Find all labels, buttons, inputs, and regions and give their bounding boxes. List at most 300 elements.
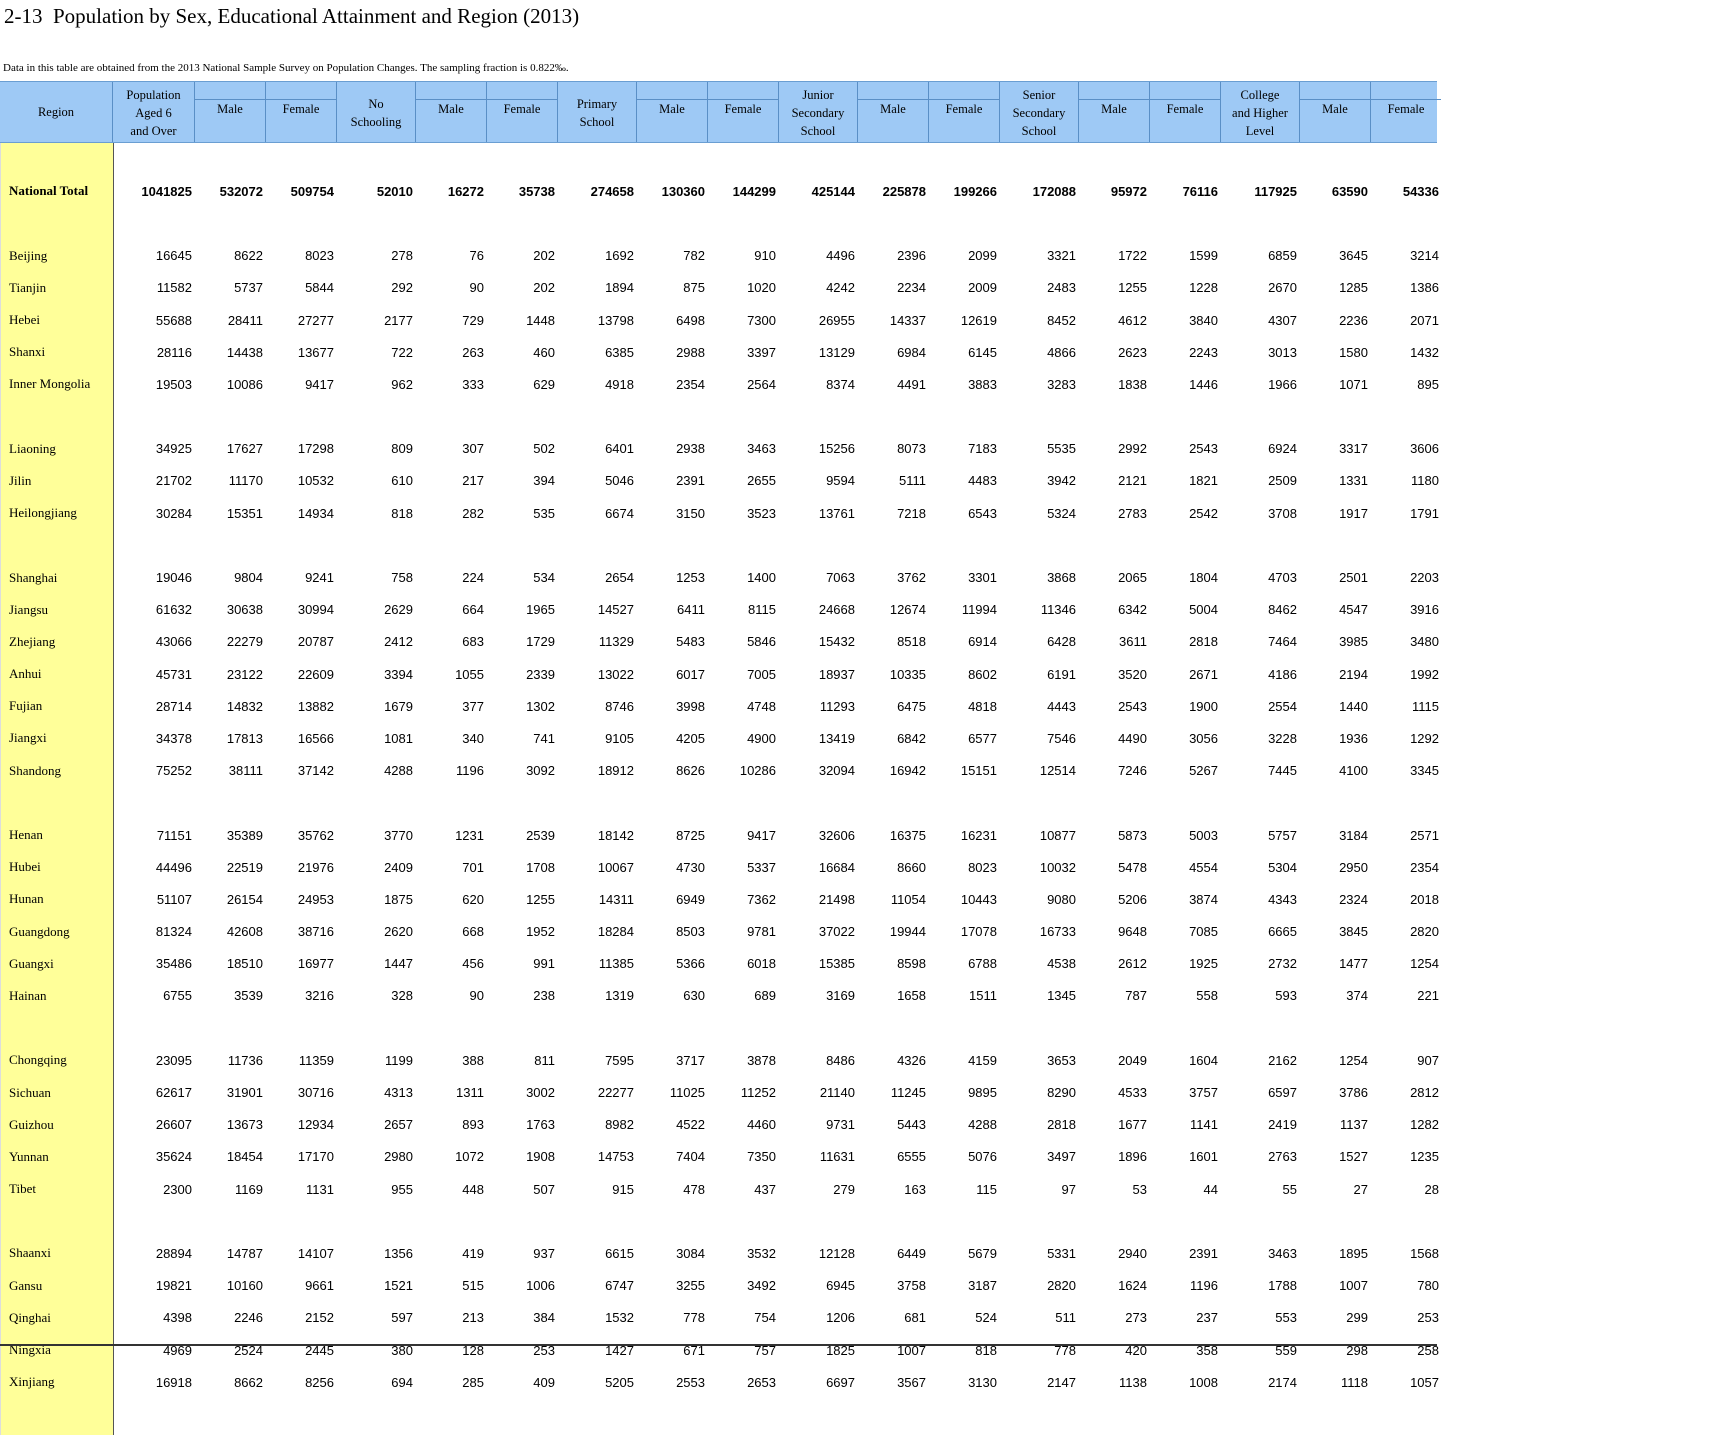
table-cell: 18510	[226, 956, 263, 972]
table-cell: 689	[754, 988, 776, 1004]
table-cell: 328	[391, 988, 413, 1004]
table-cell: 1007	[897, 1342, 926, 1358]
table-row	[1, 1076, 1437, 1108]
table-cell: 7350	[747, 1149, 776, 1165]
table-cell: 1055	[455, 666, 484, 682]
table-cell: 3317	[1339, 441, 1368, 457]
table-cell: 2564	[747, 376, 776, 392]
table-cell: 1432	[1410, 344, 1439, 360]
table-cell: 668	[462, 924, 484, 940]
table-cell: 4460	[747, 1117, 776, 1133]
table-cell: 34378	[155, 730, 192, 746]
region-name: Tibet	[9, 1181, 36, 1197]
table-row	[1, 1237, 1437, 1269]
table-cell: 4205	[676, 730, 705, 746]
table-cell: 1302	[526, 698, 555, 714]
table-cell: 502	[533, 441, 555, 457]
table-cell: 13761	[818, 505, 855, 521]
table-cell: 11631	[819, 1149, 855, 1165]
table-cell: 2147	[1047, 1374, 1076, 1390]
table-cell: 13673	[226, 1117, 263, 1133]
table-cell: 199266	[953, 183, 997, 199]
table-cell: 1838	[1118, 376, 1147, 392]
table-cell: 3228	[1268, 730, 1297, 746]
region-name: Guangxi	[9, 955, 54, 971]
table-cell: 55688	[155, 312, 192, 328]
table-cell: 2670	[1268, 280, 1297, 296]
table-cell: 221	[1417, 988, 1439, 1004]
table-cell: 7063	[826, 570, 855, 586]
table-cell: 22279	[226, 634, 263, 650]
table-cell: 28116	[156, 344, 192, 360]
table-cell: 2243	[1189, 344, 1218, 360]
table-cell: 8660	[897, 859, 926, 875]
table-cell: 19944	[889, 924, 926, 940]
table-cell: 55	[1282, 1181, 1297, 1197]
table-cell: 5046	[605, 473, 634, 489]
table-cell: 8503	[676, 924, 705, 940]
table-cell: 1936	[1339, 730, 1368, 746]
region-name: Qinghai	[9, 1309, 51, 1325]
table-cell: 8626	[676, 763, 705, 779]
table-cell: 2445	[305, 1342, 334, 1358]
table-cell: 478	[683, 1181, 705, 1197]
table-cell: 17298	[297, 441, 334, 457]
region-name: Fujian	[9, 698, 43, 714]
table-cell: 3606	[1410, 441, 1439, 457]
table-cell: 14337	[889, 312, 926, 328]
table-cell: 5679	[968, 1245, 997, 1261]
table-row	[1, 240, 1437, 272]
table-cell: 3255	[676, 1278, 705, 1294]
table-cell: 3532	[747, 1245, 776, 1261]
table-cell: 3883	[968, 376, 997, 392]
table-cell: 16645	[155, 248, 192, 264]
table-cell: 27277	[297, 312, 334, 328]
table-cell: 71151	[156, 827, 192, 843]
table-cell: 8662	[234, 1374, 263, 1390]
table-cell: 1908	[526, 1149, 555, 1165]
table-cell: 63590	[1331, 183, 1368, 199]
table-cell: 2653	[747, 1374, 776, 1390]
table-cell: 3868	[1047, 570, 1076, 586]
table-cell: 202	[533, 248, 555, 264]
header-group-line3: School	[1021, 123, 1057, 138]
table-cell: 8115	[748, 602, 776, 618]
table-cell: 3184	[1339, 827, 1368, 843]
table-cell: 9804	[234, 570, 263, 586]
table-cell: 2236	[1339, 312, 1368, 328]
table-cell: 6697	[826, 1374, 855, 1390]
header-female: Female	[265, 82, 336, 142]
table-cell: 34925	[155, 441, 192, 457]
table-cell: 1255	[1118, 280, 1147, 296]
table-cell: 117925	[1254, 183, 1297, 199]
table-cell: 6577	[968, 730, 997, 746]
table-cell: 3762	[897, 570, 926, 586]
table-cell: 28894	[155, 1245, 192, 1261]
table-cell: 1894	[605, 280, 634, 296]
table-cell: 225878	[882, 183, 926, 199]
header-group-line1: Population	[126, 87, 181, 102]
table-cell: 3002	[526, 1085, 555, 1101]
region-name: Anhui	[9, 666, 42, 682]
table-cell: 11170	[228, 473, 263, 489]
table-cell: 2620	[384, 924, 413, 940]
table-cell: 30994	[297, 602, 334, 618]
table-cell: 22277	[597, 1085, 634, 1101]
table-row	[1, 465, 1437, 497]
table-cell: 282	[462, 505, 484, 521]
table-cell: 1292	[1410, 730, 1439, 746]
table-cell: 8598	[897, 956, 926, 972]
table-cell: 1311	[456, 1085, 484, 1101]
table-bottom-rule	[0, 1344, 1437, 1346]
table-cell: 16684	[818, 859, 855, 875]
table-row	[1, 336, 1437, 368]
table-cell: 14832	[226, 698, 263, 714]
table-cell: 1729	[526, 634, 555, 650]
table-cell: 9895	[968, 1085, 997, 1101]
table-row	[1, 561, 1437, 593]
table-cell: 2543	[1189, 441, 1218, 457]
table-cell: 6555	[897, 1149, 926, 1165]
table-cell: 818	[975, 1342, 997, 1358]
table-cell: 7546	[1047, 730, 1076, 746]
table-cell: 1041825	[141, 183, 192, 199]
header-group-line3: Level	[1245, 123, 1275, 138]
table-cell: 2099	[968, 248, 997, 264]
region-name: Hunan	[9, 891, 44, 907]
table-cell: 4554	[1189, 859, 1218, 875]
table-cell: 6984	[897, 344, 926, 360]
table-cell: 11252	[740, 1085, 776, 1101]
table-cell: 3840	[1189, 312, 1218, 328]
table-cell: 1072	[455, 1149, 484, 1165]
table-cell: 7445	[1268, 763, 1297, 779]
table-row	[1, 948, 1437, 980]
region-name: Yunnan	[9, 1148, 49, 1164]
table-cell: 456	[462, 956, 484, 972]
region-name: Hubei	[9, 859, 41, 875]
table-cell: 2049	[1118, 1052, 1147, 1068]
table-cell: 460	[533, 344, 555, 360]
table-cell: 3523	[747, 505, 776, 521]
table-cell: 14311	[598, 891, 634, 907]
table-row	[1, 1173, 1437, 1205]
table-cell: 15351	[226, 505, 263, 521]
table-cell: 4918	[605, 376, 634, 392]
table-cell: 3214	[1410, 248, 1439, 264]
table-cell: 3150	[676, 505, 705, 521]
table-cell: 1527	[1339, 1149, 1368, 1165]
header-group-2	[557, 82, 636, 142]
table-cell: 16272	[447, 183, 484, 199]
table-row	[1, 304, 1437, 336]
table-cell: 4100	[1339, 763, 1368, 779]
table-cell: 5004	[1189, 602, 1218, 618]
region-name: Zhejiang	[9, 633, 56, 649]
table-cell: 4288	[384, 763, 413, 779]
table-cell: 388	[462, 1052, 484, 1068]
table-cell: 2177	[384, 312, 413, 328]
table-cell: 5331	[1047, 1245, 1076, 1261]
table-cell: 7464	[1268, 634, 1297, 650]
table-cell: 237	[1196, 1310, 1218, 1326]
table-cell: 15385	[818, 956, 855, 972]
table-cell: 16942	[889, 763, 926, 779]
table-cell: 3878	[747, 1052, 776, 1068]
table-cell: 14527	[597, 602, 634, 618]
table-cell: 6411	[677, 602, 705, 618]
region-name: Guangdong	[9, 923, 70, 939]
table-cell: 1448	[526, 312, 555, 328]
header-male: Male	[1299, 82, 1370, 142]
table-cell: 2483	[1047, 280, 1076, 296]
region-name: Shanxi	[9, 344, 46, 360]
table-cell: 384	[533, 1310, 555, 1326]
table-cell: 21702	[155, 473, 192, 489]
table-cell: 10160	[226, 1278, 263, 1294]
header-female: Female	[1149, 82, 1220, 142]
header-female: Female	[928, 82, 999, 142]
table-cell: 6385	[605, 344, 634, 360]
table-cell: 7362	[747, 891, 776, 907]
table-cell: 1925	[1189, 956, 1218, 972]
table-cell: 43066	[155, 634, 192, 650]
table-cell: 6449	[897, 1245, 926, 1261]
table-cell: 279	[833, 1181, 855, 1197]
table-cell: 664	[462, 602, 484, 618]
table-cell: 278	[391, 248, 413, 264]
table-cell: 2654	[605, 570, 634, 586]
table-cell: 9661	[305, 1278, 334, 1294]
table-cell: 285	[462, 1374, 484, 1390]
table-cell: 507	[533, 1181, 555, 1197]
table-cell: 1875	[384, 891, 413, 907]
table-cell: 683	[462, 634, 484, 650]
header-group-1	[336, 82, 415, 142]
table-cell: 14107	[297, 1245, 334, 1261]
header-group-line1: No	[368, 96, 384, 111]
header-male: Male	[1078, 82, 1149, 142]
table-cell: 19503	[155, 376, 192, 392]
table-cell: 6401	[605, 441, 634, 457]
table-cell: 1131	[306, 1181, 334, 1197]
table-cell: 340	[462, 730, 484, 746]
table-cell: 11385	[598, 956, 634, 972]
table-cell: 21498	[818, 891, 855, 907]
table-cell: 3520	[1118, 666, 1147, 682]
table-cell: 11346	[1040, 602, 1076, 618]
table-cell: 3187	[968, 1278, 997, 1294]
region-name: Jiangxi	[9, 730, 47, 746]
table-cell: 1763	[526, 1117, 555, 1133]
table-cell: 1658	[897, 988, 926, 1004]
table-cell: 5737	[234, 280, 263, 296]
table-cell: 35762	[297, 827, 334, 843]
header-male: Male	[415, 82, 486, 142]
table-cell: 10067	[597, 859, 634, 875]
table-cell: 4496	[826, 248, 855, 264]
table-cell: 19821	[155, 1278, 192, 1294]
table-cell: 9731	[826, 1117, 855, 1133]
table-row	[1, 916, 1437, 948]
table-row	[1, 497, 1437, 529]
table-cell: 2412	[384, 634, 413, 650]
header-male: Male	[194, 82, 265, 142]
table-cell: 3345	[1410, 763, 1439, 779]
table-cell: 818	[391, 505, 413, 521]
table-cell: 8725	[676, 827, 705, 843]
header-female: Female	[707, 82, 778, 142]
table-cell: 23095	[155, 1052, 192, 1068]
table-cell: 1081	[384, 730, 413, 746]
table-cell: 38111	[228, 763, 263, 779]
table-cell: 2409	[384, 859, 413, 875]
table-cell: 30284	[155, 505, 192, 521]
table-cell: 1722	[1118, 248, 1147, 264]
table-cell: 30638	[226, 602, 263, 618]
table-cell: 18937	[818, 666, 855, 682]
table-cell: 377	[462, 698, 484, 714]
table-cell: 10032	[1039, 859, 1076, 875]
region-name: Henan	[9, 827, 43, 843]
table-cell: 2612	[1118, 956, 1147, 972]
table-cell: 14787	[226, 1245, 263, 1261]
group-spacer	[1, 143, 1437, 175]
table-cell: 6017	[676, 666, 705, 682]
table-cell: 629	[533, 376, 555, 392]
table-cell: 532072	[219, 183, 263, 199]
table-cell: 11293	[819, 698, 855, 714]
table-cell: 6475	[897, 698, 926, 714]
table-cell: 1624	[1118, 1278, 1147, 1294]
table-cell: 24953	[297, 891, 334, 907]
table-cell: 31901	[226, 1085, 263, 1101]
table-cell: 4612	[1118, 312, 1147, 328]
table-cell: 3998	[676, 698, 705, 714]
table-cell: 1006	[526, 1278, 555, 1294]
table-cell: 2071	[1410, 312, 1439, 328]
table-cell: 16566	[297, 730, 334, 746]
table-cell: 16918	[155, 1374, 192, 1390]
table-row	[1, 658, 1437, 690]
group-spacer	[1, 787, 1437, 819]
table-cell: 9105	[605, 730, 634, 746]
table-cell: 12934	[297, 1117, 334, 1133]
table-row	[1, 1044, 1437, 1076]
table-cell: 2940	[1118, 1245, 1147, 1261]
table-cell: 991	[533, 956, 555, 972]
table-cell: 1679	[384, 698, 413, 714]
table-cell: 5003	[1189, 827, 1218, 843]
table-cell: 4398	[163, 1310, 192, 1326]
table-cell: 2324	[1339, 891, 1368, 907]
table-cell: 358	[1196, 1342, 1218, 1358]
table-cell: 1952	[526, 924, 555, 940]
region-name: Hebei	[9, 312, 41, 328]
table-cell: 7085	[1189, 924, 1218, 940]
table-cell: 754	[754, 1310, 776, 1326]
header-group-3	[778, 82, 857, 142]
table-cell: 16733	[1039, 924, 1076, 940]
table-cell: 5535	[1047, 441, 1076, 457]
table-cell: 6665	[1268, 924, 1297, 940]
table-cell: 1900	[1189, 698, 1218, 714]
table-cell: 6924	[1268, 441, 1297, 457]
table-cell: 4313	[384, 1085, 413, 1101]
table-cell: 12128	[818, 1245, 855, 1261]
table-cell: 5267	[1189, 763, 1218, 779]
region-name: Guizhou	[9, 1116, 54, 1132]
table-cell: 5324	[1047, 505, 1076, 521]
table-cell: 9594	[826, 473, 855, 489]
table-cell: 2246	[234, 1310, 263, 1326]
table-cell: 1255	[526, 891, 555, 907]
table-cell: 2354	[1410, 859, 1439, 875]
region-name: Xinjiang	[9, 1374, 55, 1390]
table-cell: 35738	[518, 183, 555, 199]
table-cell: 44	[1203, 1181, 1218, 1197]
table-cell: 7246	[1118, 763, 1147, 779]
table-cell: 1446	[1189, 376, 1218, 392]
table-cell: 787	[1125, 988, 1147, 1004]
table-cell: 224	[462, 570, 484, 586]
table-cell: 6788	[968, 956, 997, 972]
table-cell: 4900	[747, 730, 776, 746]
data-table	[0, 81, 1437, 1433]
table-cell: 253	[533, 1342, 555, 1358]
region-name: Ningxia	[9, 1342, 51, 1358]
group-spacer	[1, 207, 1437, 239]
table-cell: 22519	[226, 859, 263, 875]
table-cell: 13798	[597, 312, 634, 328]
table-body	[0, 143, 1437, 1435]
table-cell: 4730	[676, 859, 705, 875]
table-cell: 515	[462, 1278, 484, 1294]
total-row	[1, 175, 1437, 207]
table-cell: 95972	[1110, 183, 1147, 199]
table-cell: 3874	[1189, 891, 1218, 907]
table-cell: 5483	[676, 634, 705, 650]
header-female: Female	[1370, 82, 1441, 142]
table-cell: 630	[683, 988, 705, 1004]
table-row	[1, 690, 1437, 722]
table-cell: 3092	[526, 763, 555, 779]
header-group-line2: Aged 6	[135, 105, 172, 120]
table-cell: 2300	[163, 1181, 192, 1197]
table-cell: 97	[1061, 1181, 1076, 1197]
table-cell: 9241	[305, 570, 334, 586]
table-cell: 511	[1055, 1310, 1076, 1326]
table-cell: 5205	[605, 1374, 634, 1390]
table-cell: 374	[1346, 988, 1368, 1004]
table-cell: 28	[1424, 1181, 1439, 1197]
table-cell: 5846	[747, 634, 776, 650]
region-name: Shaanxi	[9, 1245, 51, 1261]
table-cell: 3084	[676, 1245, 705, 1261]
table-cell: 213	[462, 1310, 484, 1326]
table-cell: 2671	[1189, 666, 1218, 682]
table-row	[1, 819, 1437, 851]
table-cell: 6145	[968, 344, 997, 360]
header-group-0	[112, 82, 194, 142]
table-cell: 26955	[818, 312, 855, 328]
table-cell: 3916	[1410, 602, 1439, 618]
table-cell: 2783	[1118, 505, 1147, 521]
table-cell: 10877	[1039, 827, 1076, 843]
